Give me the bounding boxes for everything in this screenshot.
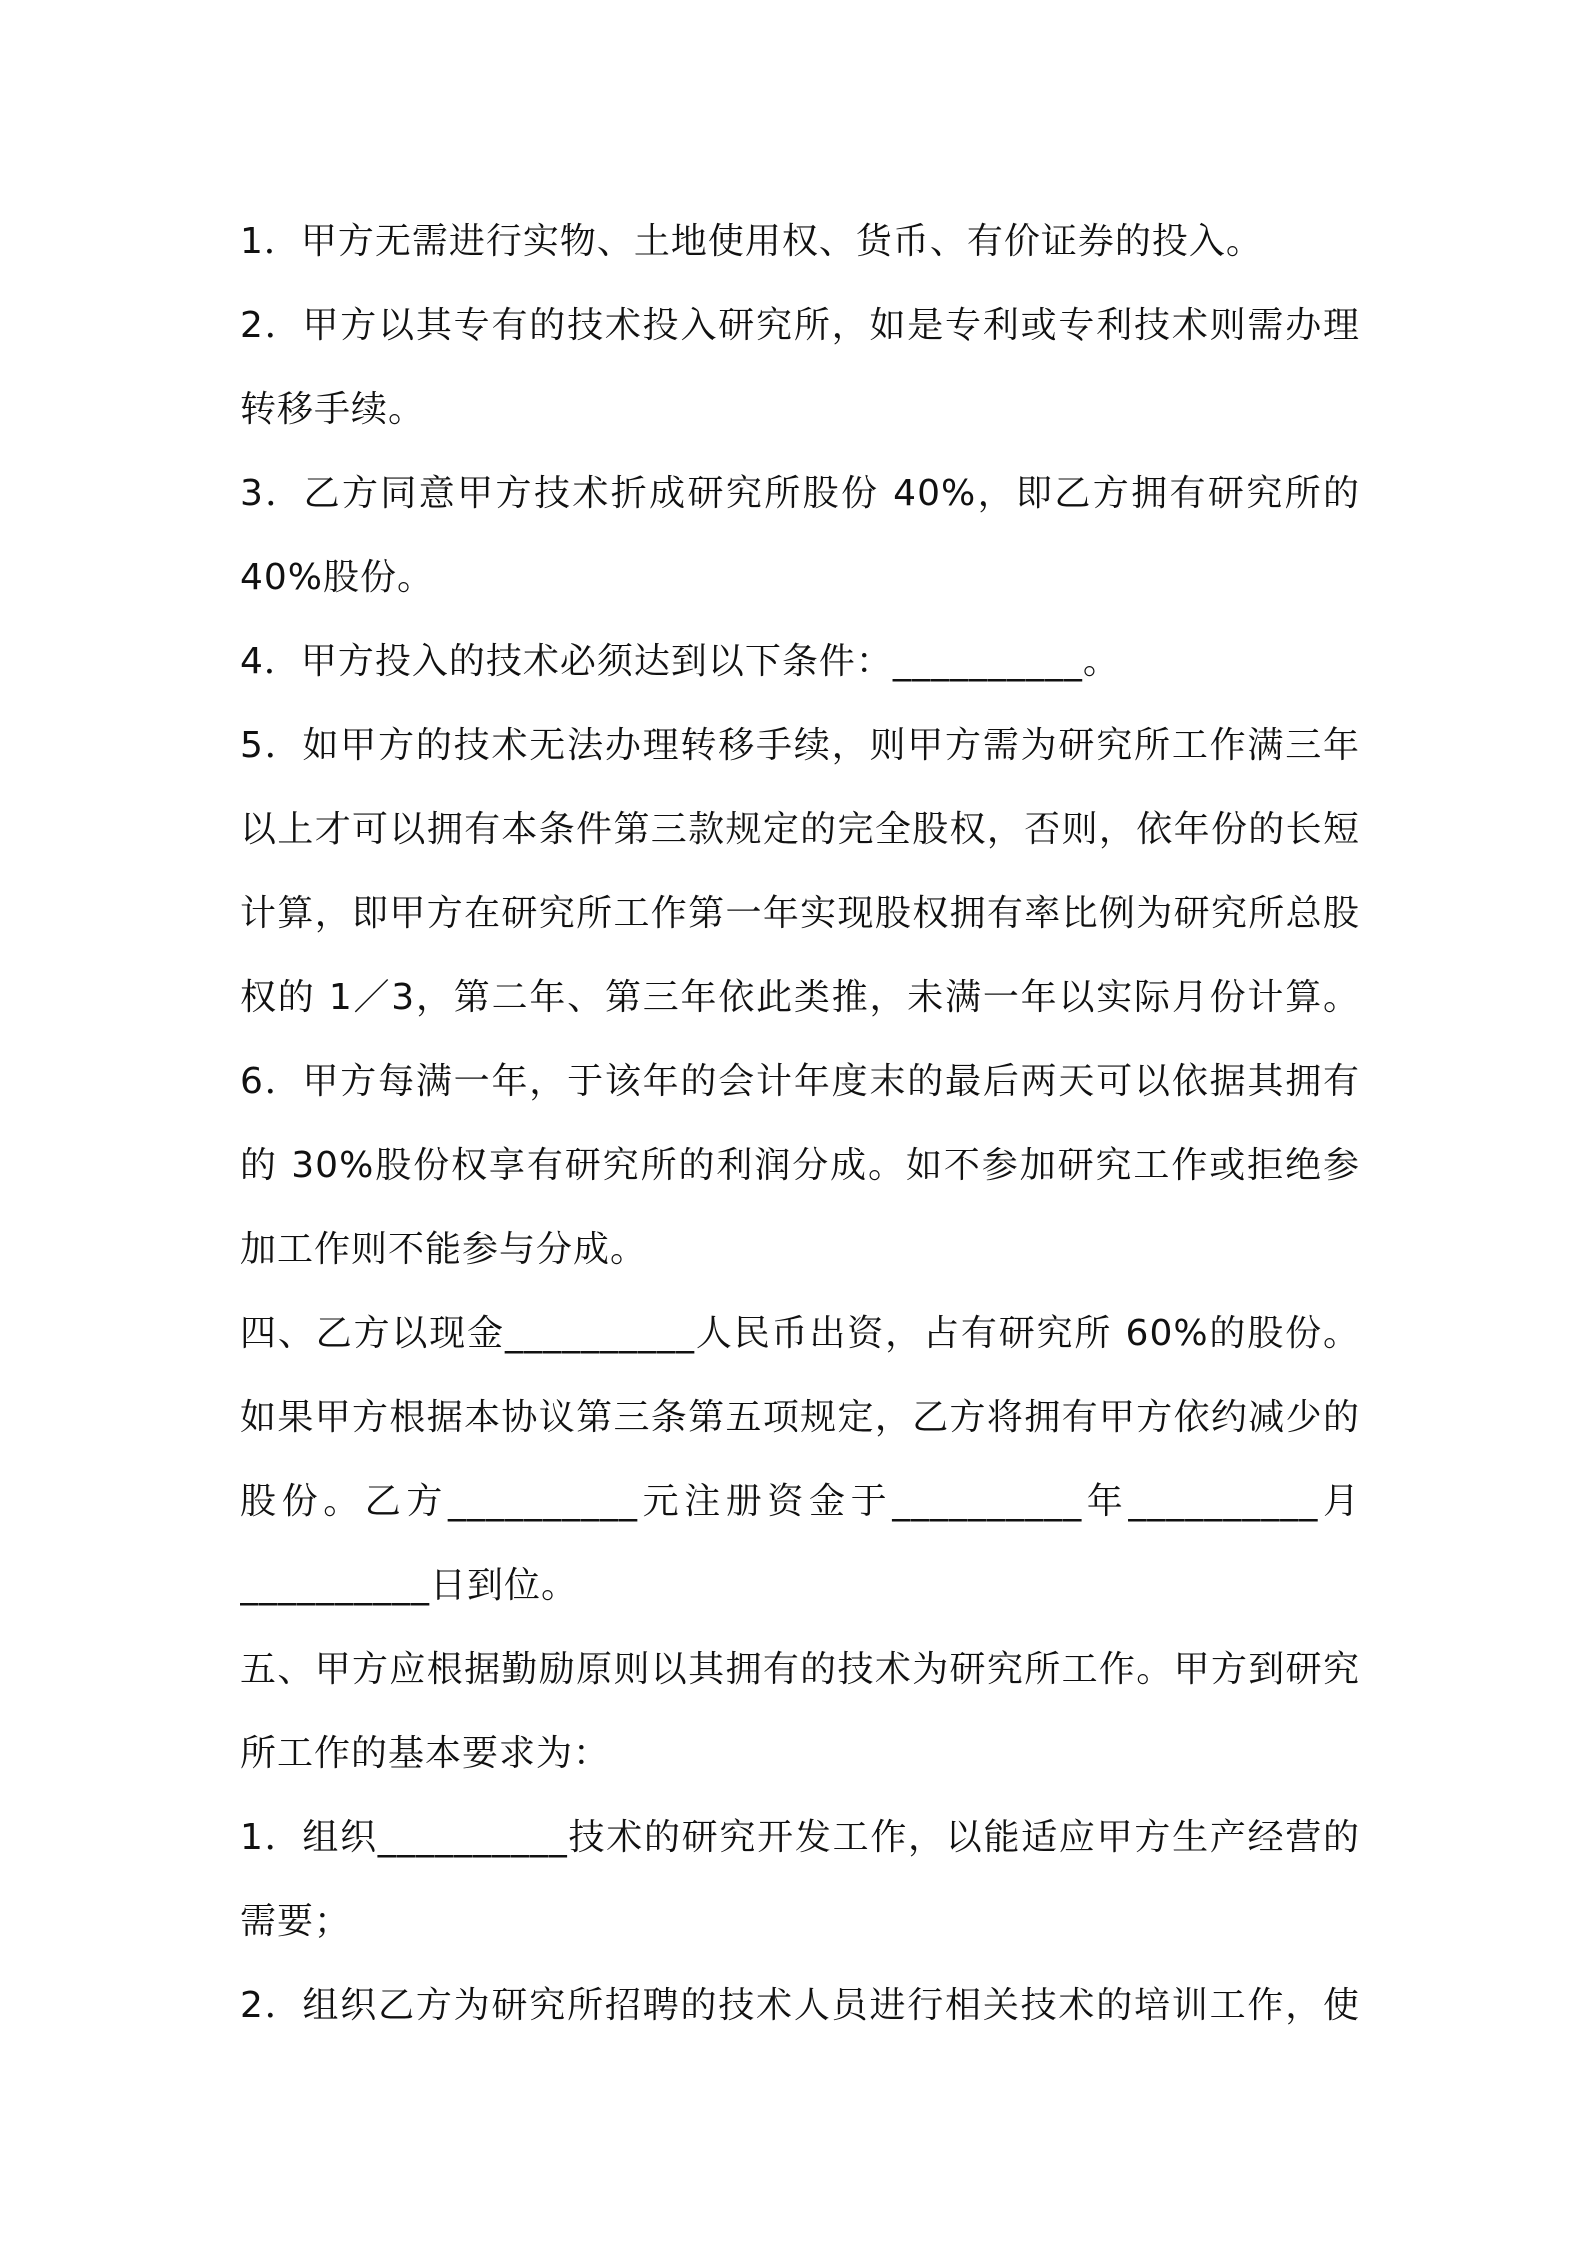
text-line: 计算，即甲方在研究所工作第一年实现股权拥有率比例为研究所总股 bbox=[240, 893, 1360, 934]
text-line: 5．如甲方的技术无法办理转移手续，则甲方需为研究所工作满三年 bbox=[240, 725, 1360, 766]
document-body bbox=[240, 200, 1360, 2048]
text-line: 1．甲方无需进行实物、土地使用权、货币、有价证券的投入。 bbox=[240, 221, 1263, 262]
text-line: 如果甲方根据本协议第三条第五项规定，乙方将拥有甲方依约减少的 bbox=[240, 1397, 1360, 1438]
text-line: 的 30%股份权享有研究所的利润分成。如不参加研究工作或拒绝参 bbox=[240, 1145, 1360, 1186]
text-line: 四、乙方以现金__________人民币出资，占有研究所 60%的股份。 bbox=[240, 1313, 1360, 1354]
text-line: 1．组织__________技术的研究开发工作，以能适应甲方生产经营的 bbox=[240, 1817, 1360, 1858]
text-line: 6．甲方每满一年，于该年的会计年度末的最后两天可以依据其拥有 bbox=[240, 1061, 1360, 1102]
text-line: 以上才可以拥有本条件第三款规定的完全股权，否则，依年份的长短 bbox=[240, 809, 1360, 850]
text-line: 权的 1／3，第二年、第三年依此类推，未满一年以实际月份计算。 bbox=[240, 977, 1360, 1018]
text-line: 股份。乙方__________元注册资金于__________年__________月 bbox=[240, 1481, 1360, 1522]
text-line: 所工作的基本要求为： bbox=[240, 1733, 611, 1774]
text-line: 五、甲方应根据勤励原则以其拥有的技术为研究所工作。甲方到研究 bbox=[240, 1649, 1360, 1690]
text-line: 2．甲方以其专有的技术投入研究所，如是专利或专利技术则需办理 bbox=[240, 305, 1360, 346]
text-line: 4．甲方投入的技术必须达到以下条件：__________。 bbox=[240, 641, 1120, 682]
text-line: 需要； bbox=[240, 1901, 352, 1942]
text-line: __________日到位。 bbox=[240, 1565, 579, 1606]
text-line: 加工作则不能参与分成。 bbox=[240, 1229, 648, 1270]
text-line: 转移手续。 bbox=[240, 389, 426, 430]
text-line: 3．乙方同意甲方技术折成研究所股份 40%，即乙方拥有研究所的 bbox=[240, 473, 1360, 514]
text-line: 40%股份。 bbox=[240, 557, 435, 598]
text-line: 2．组织乙方为研究所招聘的技术人员进行相关技术的培训工作，使 bbox=[240, 1985, 1360, 2026]
